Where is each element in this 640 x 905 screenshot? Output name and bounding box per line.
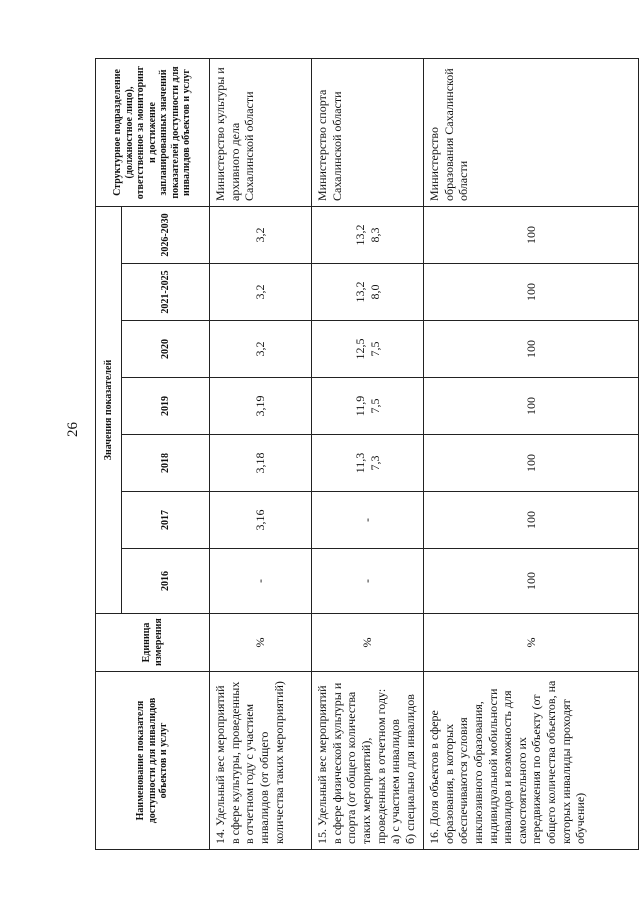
indicator-sub-a: а) с участием инвалидов <box>388 719 403 844</box>
table-row <box>424 59 639 850</box>
value-b: 7,5 <box>367 398 382 414</box>
value-cell: 3,18 <box>210 435 312 492</box>
value-cell <box>312 492 424 549</box>
value-cell <box>312 378 424 435</box>
value-cell: 3,2 <box>210 321 312 378</box>
indicator-name: 14. Удельный вес мероприятий в сфере культуры, проведенных в отчетном году с участием инвалидов (от общего количества таких мероприятий) <box>210 672 312 850</box>
unit-cell: % <box>312 614 424 672</box>
value-a: 12,5 <box>352 338 367 360</box>
value-a: - <box>360 518 375 522</box>
table-row <box>312 59 424 850</box>
header-unit: Единица измерения <box>96 614 210 672</box>
value-cell: - <box>210 549 312 614</box>
value-cell: 3,2 <box>210 264 312 321</box>
value-cell: 3,2 <box>210 207 312 264</box>
value-a: - <box>360 579 375 583</box>
rotated-table-container <box>95 59 639 850</box>
value-a: 11,9 <box>352 395 367 417</box>
value-cell: 100 <box>424 207 639 264</box>
header-values: Значения показателей <box>96 207 122 614</box>
value-cell: 3,19 <box>210 378 312 435</box>
value-a: 13,2 <box>352 224 367 246</box>
header-year: 2020 <box>122 321 210 378</box>
indicator-name <box>312 672 424 850</box>
indicator-sub-b: б) специально для инвалидов <box>402 694 417 844</box>
header-year: 2018 <box>122 435 210 492</box>
value-a: 11,3 <box>352 452 367 474</box>
page-number: 26 <box>65 422 81 437</box>
unit-cell: % <box>210 614 312 672</box>
value-cell <box>312 321 424 378</box>
value-cell: 100 <box>424 435 639 492</box>
header-year: 2019 <box>122 378 210 435</box>
header-year: 2016 <box>122 549 210 614</box>
unit-cell: % <box>424 614 639 672</box>
value-b: 7,5 <box>367 341 382 357</box>
value-cell: 100 <box>424 264 639 321</box>
header-year: 2021-2025 <box>122 264 210 321</box>
header-name: Наименование показателя доступности для инвалидов объектов и услуг <box>96 672 210 850</box>
indicator-name: 16. Доля объектов в сфере образования, в которых обеспечиваются условия инклюзивного образования, индивидуальной мобильности инвалидов и возможность для самостоятельного их передвижения по объекту (от общего количества объектов, на которых инвалиды проходят обучение) <box>424 672 639 850</box>
value-cell: 100 <box>424 549 639 614</box>
table-row <box>210 59 312 850</box>
header-year: 2017 <box>122 492 210 549</box>
value-cell <box>312 264 424 321</box>
value-cell <box>312 435 424 492</box>
header-org: Структурное подразделение (должностное лицо), ответственное за мониторинг и достижение запланированных значений показателей доступности для инвалидов объектов и услуг <box>96 59 210 207</box>
header-year: 2026-2030 <box>122 207 210 264</box>
responsible-org: Министерство образования Сахалинской области <box>424 59 639 207</box>
value-cell: 3,16 <box>210 492 312 549</box>
value-cell: 100 <box>424 321 639 378</box>
responsible-org: Министерство спорта Сахалинской области <box>312 59 424 207</box>
indicators-table <box>95 58 639 850</box>
value-cell <box>312 549 424 614</box>
value-cell: 100 <box>424 492 639 549</box>
value-b: 7,3 <box>367 455 382 471</box>
value-b: 8,0 <box>367 284 382 300</box>
indicator-title: 15. Удельный вес мероприятий в сфере физической культуры и спорта (от общего количества таких мероприятий), проведенных в отчетном году: <box>315 682 388 844</box>
value-cell <box>312 207 424 264</box>
value-cell: 100 <box>424 378 639 435</box>
value-b: 8,3 <box>367 227 382 243</box>
value-a: 13,2 <box>352 281 367 303</box>
responsible-org: Министерство культуры и архивного дела Сахалинской области <box>210 59 312 207</box>
